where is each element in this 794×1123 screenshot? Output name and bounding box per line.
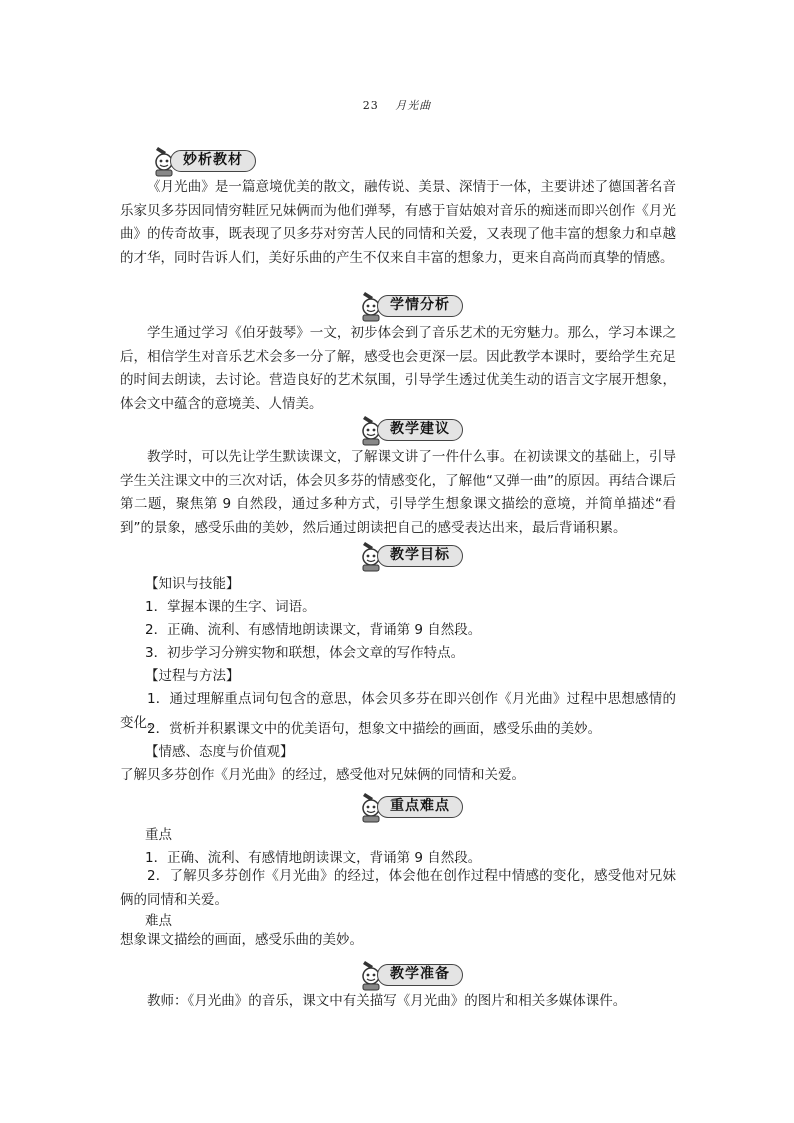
emotion-text: 了解贝多芬创作《月光曲》的经过，感受他对兄妹俩的同情和关爱。 (120, 767, 525, 783)
knowledge-item: 3．初步学习分辨实物和联想，体会文章的写作特点。 (145, 645, 465, 661)
knowledge-item: 2．正确、流利、有感情地朗读课文，背诵第 9 自然段。 (145, 622, 482, 638)
knowledge-heading: 【知识与技能】 (145, 576, 240, 592)
knowledge-item: 1．掌握本课的生字、词语。 (145, 599, 316, 615)
lesson-title: 月光曲 (395, 99, 432, 112)
section-label: 教学目标 (377, 545, 463, 567)
key-item: 2．了解贝多芬创作《月光曲》的经过，体会他在创作过程中情感的变化，感受他对兄妹俩的同情和关爱。 (120, 868, 676, 908)
section-label: 学情分析 (377, 295, 463, 317)
difficulty-text: 想象课文描绘的画面，感受乐曲的美妙。 (120, 932, 363, 948)
process-heading: 【过程与方法】 (145, 668, 240, 684)
page-header (0, 97, 794, 113)
section-heading-goals (355, 539, 475, 567)
key-item: 1．正确、流利、有感情地朗读课文，背诵第 9 自然段。 (145, 850, 482, 866)
section-label: 妙析教材 (170, 150, 256, 172)
difficulty-heading: 难点 (145, 913, 172, 929)
section-heading-suggestions (355, 413, 475, 441)
section-heading-preparation (355, 958, 475, 986)
preparation-paragraph: 教师：《月光曲》的音乐，课文中有关描写《月光曲》的图片和相关多媒体课件。 (147, 993, 627, 1009)
lesson-number: 23 (362, 99, 379, 112)
students-paragraph: 学生通过学习《伯牙鼓琴》一文，初步体会到了音乐艺术的无穷魅力。那么，学习本课之后，相信学生对音乐艺术会多一分了解，感受也会更深一层。因此教学本课时，要给学生充足的时间去朗读，去讨论。营造良好的艺术氛围，引导学生透过优美生动的语言文字展开想象，体会文中蕴含的意境美、人情美。 (120, 325, 676, 412)
process-item: 1．通过理解重点词句包含的意思，体会贝多芬在即兴创作《月光曲》过程中思想感情的变化。 (120, 691, 676, 731)
section-label: 重点难点 (377, 796, 463, 818)
emotion-heading: 【情感、态度与价值观】 (145, 744, 294, 760)
textbook-paragraph: 《月光曲》是一篇意境优美的散文，融传说、美景、深情于一体，主要讲述了德国著名音乐家贝多芬因同情穷鞋匠兄妹俩而为他们弹琴，有感于盲姑娘对音乐的痴迷而即兴创作《月光曲》的传奇故事，既表现了贝多芬对穷苦人民的同情和关爱，又表现了他丰富的想象力和卓越的才华，同时告诉人们，美好乐曲的产生不仅来自丰富的想象力，更来自高尚而真挚的情感。 (120, 179, 676, 266)
key-heading: 重点 (145, 827, 172, 843)
section-label: 教学建议 (377, 419, 463, 441)
section-heading-key-points (355, 790, 475, 818)
section-label: 教学准备 (377, 964, 463, 986)
section-heading-students (355, 289, 475, 317)
process-item: 2．赏析并积累课文中的优美语句，想象文中描绘的画面，感受乐曲的美妙。 (147, 721, 602, 737)
section-heading-textbook (148, 144, 268, 172)
suggestions-paragraph: 教学时，可以先让学生默读课文，了解课文讲了一件什么事。在初读课文的基础上，引导学生关注课文中的三次对话，体会贝多芬的情感变化，了解他“又弹一曲”的原因。再结合课后第二题，聚焦第 9 自然段，通过多种方式，引导学生想象课文描绘的意境，并简单描述“看到”的景象，感受乐曲的美妙，然后通过朗读把自己的感受表达出来，最后背诵积累。 (120, 449, 676, 536)
